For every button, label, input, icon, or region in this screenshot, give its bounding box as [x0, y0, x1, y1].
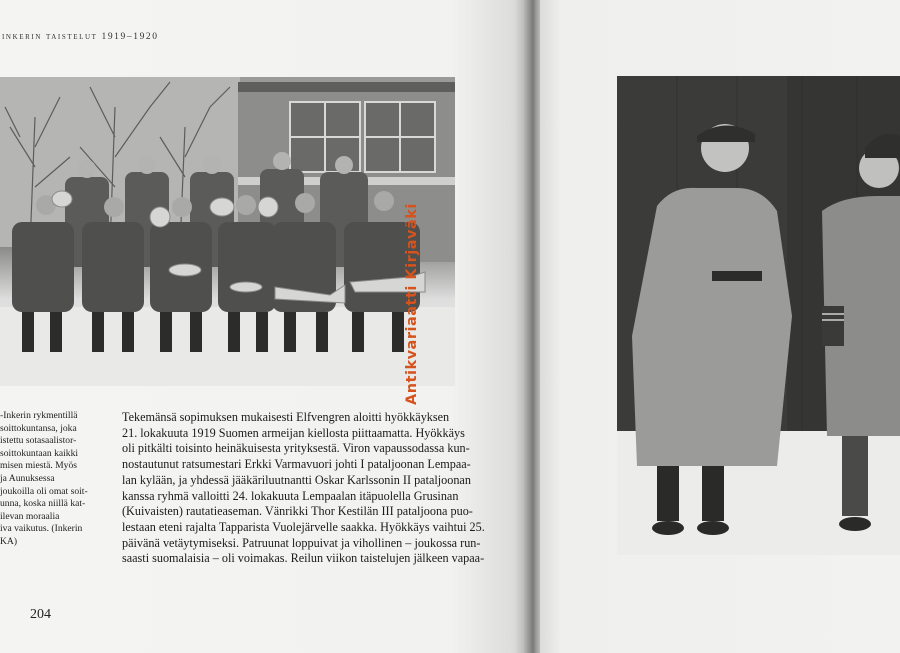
caption-line: ja Aunuksessa [0, 472, 55, 484]
soldiers-photo [617, 76, 900, 555]
caption-line: unna, koska niillä kat- [0, 498, 86, 510]
body-line: kanssa ryhmä valloitti 24. lokakuuta Lempaalan itäpuolella Grusinan [122, 488, 459, 503]
caption-line: soittokuntaan kaikki [0, 447, 79, 459]
caption-line: KA) [0, 535, 18, 547]
caption-line: soittokuntansa, joka [0, 422, 77, 434]
caption-line: ilevan moraalia [0, 510, 60, 522]
watermark: Antikvariaatti Kirjaväki [404, 203, 420, 405]
caption-line: -Inkerin rykmentillä [0, 410, 78, 421]
running-head: inkerin taistelut 1919–1920 [2, 32, 159, 42]
band-photo-illustration [0, 77, 455, 386]
body-line: oli pitkälti toisinto heinäkuisesta yrityksestä. Viron vapaussodassa kun- [122, 441, 470, 456]
soldiers-photo-illustration [617, 76, 900, 555]
body-line: lestaan eteni rajalta Tapparista Vuolejärvelle saakka. Hyökkäys vaihtui 25. [122, 519, 485, 534]
page-number: 204 [30, 607, 51, 622]
photo-caption [0, 410, 92, 549]
body-text [122, 410, 485, 567]
caption-line: istettu sotasaalistor- [0, 435, 77, 447]
caption-line: iva vaikutus. (Inkerin [0, 523, 83, 535]
band-photo [0, 77, 455, 386]
body-line: nostautunut ratsumestari Erkki Varmavuori johti I pataljoonan Lempaa- [122, 457, 471, 472]
body-line: 21. lokakuuta 1919 Suomen armeijan kiellosta piittaamatta. Hyökkäys [122, 425, 465, 440]
caption-line: misen miestä. Myös [0, 460, 78, 472]
body-line: Tekemänsä sopimuksen mukaisesti Elfvengren aloitti hyökkäyksen [122, 410, 450, 424]
body-line: päivänä vetäytymiseksi. Patruunat loppuivat ja vihollinen – joukossa run- [122, 535, 481, 550]
body-line: (Kuivaisten) rautatieaseman. Vänrikki Thor Kestilän III pataljoona puo- [122, 504, 473, 519]
caption-line: joukoilla oli omat soit- [0, 485, 88, 497]
body-line: saasti suomalaisia – oli voimakas. Reilun viikon taistelujen jälkeen vapaa- [122, 551, 485, 566]
body-line: lan kylään, ja yhdessä jääkäriluutnantti Oskar Karlssonin II pataljoonan [122, 472, 471, 487]
